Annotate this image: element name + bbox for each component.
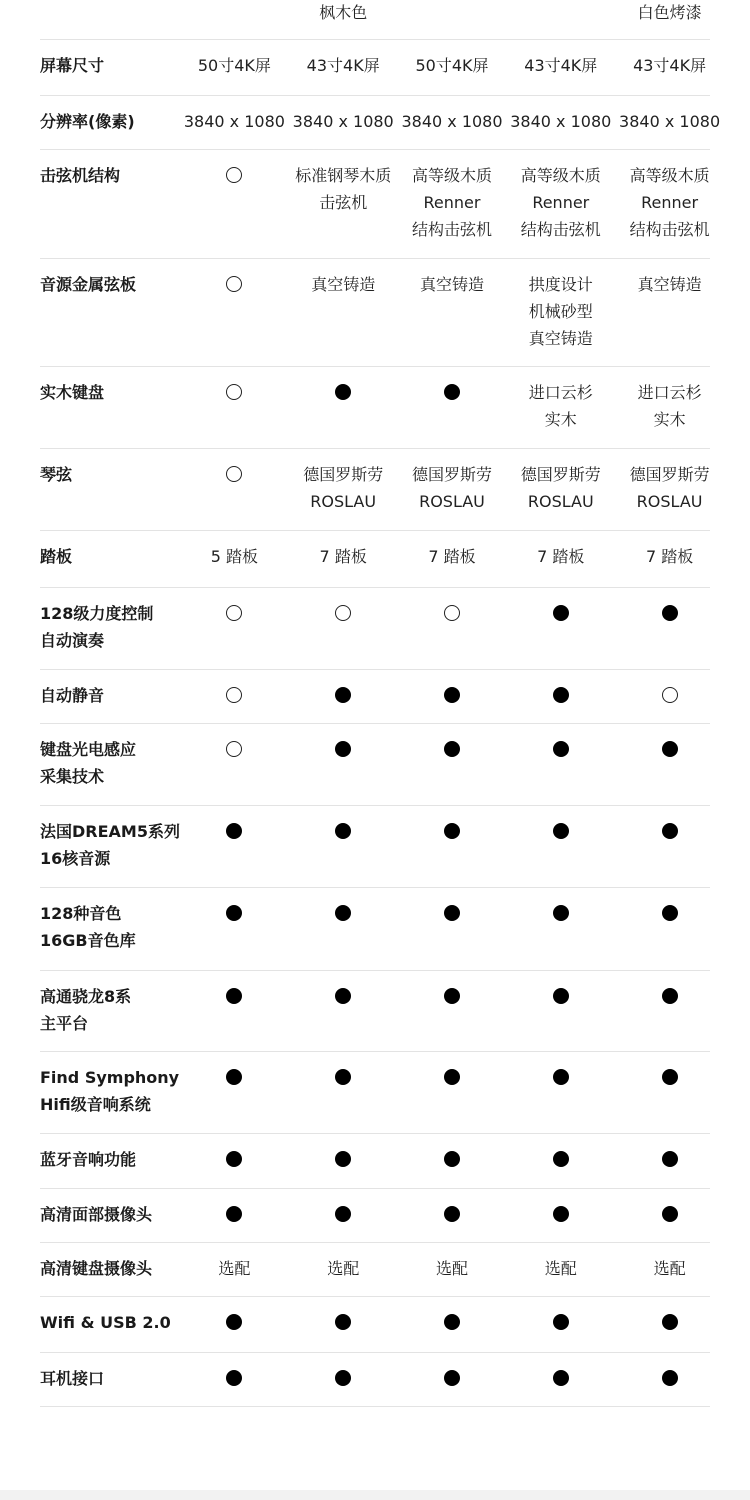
feature-included-dot bbox=[180, 818, 289, 845]
feature-excluded-circle bbox=[398, 600, 507, 627]
feature-included-dot bbox=[615, 983, 724, 1010]
filled-dot-icon bbox=[226, 988, 242, 1004]
feature-excluded-circle bbox=[180, 736, 289, 763]
feature-included-dot bbox=[615, 818, 724, 845]
spec-cell-value: 德国罗斯劳 ROSLAU bbox=[303, 465, 384, 511]
spec-cell-value: 3840 x 1080 bbox=[510, 112, 612, 131]
feature-included-dot bbox=[506, 736, 615, 763]
filled-dot-icon bbox=[553, 1314, 569, 1330]
spec-cell-value: 选配 bbox=[218, 1259, 251, 1278]
spec-cell-value: 真空铸造 bbox=[419, 275, 484, 294]
empty-circle-icon bbox=[226, 605, 242, 621]
feature-included-dot bbox=[289, 1309, 398, 1336]
filled-dot-icon bbox=[226, 1069, 242, 1085]
spec-cell-value: 7 踏板 bbox=[537, 547, 585, 566]
feature-included-dot bbox=[289, 1064, 398, 1091]
filled-dot-icon bbox=[444, 687, 460, 703]
filled-dot-icon bbox=[553, 687, 569, 703]
filled-dot-icon bbox=[444, 988, 460, 1004]
feature-included-dot bbox=[398, 682, 507, 709]
filled-dot-icon bbox=[662, 1206, 678, 1222]
spec-cell-value: 7 踏板 bbox=[645, 547, 694, 566]
empty-circle-icon bbox=[444, 605, 460, 621]
feature-included-dot bbox=[506, 1201, 615, 1228]
feature-included-dot bbox=[289, 983, 398, 1010]
filled-dot-icon bbox=[553, 1206, 569, 1222]
filled-dot-icon bbox=[444, 1206, 460, 1222]
spec-cell-value: 高等级木质 Renner 结构击弦机 bbox=[411, 166, 492, 239]
spec-cell-value: 标准钢琴木质 击弦机 bbox=[295, 166, 392, 212]
feature-included-dot bbox=[398, 1064, 507, 1091]
spec-row-label: 击弦机结构 bbox=[40, 166, 121, 185]
filled-dot-icon bbox=[662, 905, 678, 921]
filled-dot-icon bbox=[662, 988, 678, 1004]
spec-cell-value: 进口云杉 实木 bbox=[528, 383, 593, 429]
filled-dot-icon bbox=[335, 823, 351, 839]
filled-dot-icon bbox=[226, 823, 242, 839]
spec-row-label: 128级力度控制 自动演奏 bbox=[40, 604, 154, 650]
filled-dot-icon bbox=[553, 988, 569, 1004]
feature-included-dot bbox=[615, 1365, 724, 1392]
spec-row bbox=[40, 888, 710, 971]
feature-included-dot bbox=[289, 736, 398, 763]
feature-included-dot bbox=[615, 1064, 724, 1091]
spec-cell-value: 3840 x 1080 bbox=[401, 112, 503, 131]
filled-dot-icon bbox=[444, 1370, 460, 1386]
spec-row bbox=[40, 806, 710, 888]
empty-circle-icon bbox=[662, 687, 678, 703]
filled-dot-icon bbox=[662, 1069, 678, 1085]
filled-dot-icon bbox=[553, 905, 569, 921]
spec-cell-value: 拱度设计 机械砂型 真空铸造 bbox=[528, 275, 593, 348]
spec-cell-value: 选配 bbox=[435, 1259, 468, 1278]
spec-row-label: 高通骁龙8系 主平台 bbox=[40, 987, 132, 1033]
feature-included-dot bbox=[398, 900, 507, 927]
spec-cell-value: 43寸4K屏 bbox=[524, 56, 598, 75]
filled-dot-icon bbox=[444, 1069, 460, 1085]
feature-included-dot bbox=[506, 1365, 615, 1392]
filled-dot-icon bbox=[662, 605, 678, 621]
filled-dot-icon bbox=[662, 741, 678, 757]
spec-cell-value: 德国罗斯劳 ROSLAU bbox=[520, 465, 601, 511]
feature-included-dot bbox=[615, 1309, 724, 1336]
feature-included-dot bbox=[506, 682, 615, 709]
feature-excluded-circle bbox=[180, 682, 289, 709]
spec-row bbox=[40, 1297, 710, 1353]
filled-dot-icon bbox=[662, 1314, 678, 1330]
filled-dot-icon bbox=[553, 1370, 569, 1386]
feature-included-dot bbox=[615, 600, 724, 627]
feature-included-dot bbox=[506, 1146, 615, 1173]
spec-cell-value: 3840 x 1080 bbox=[619, 112, 721, 131]
empty-circle-icon bbox=[226, 741, 242, 757]
feature-excluded-circle bbox=[289, 600, 398, 627]
feature-included-dot bbox=[615, 900, 724, 927]
footer-band bbox=[0, 1490, 750, 1500]
filled-dot-icon bbox=[444, 1314, 460, 1330]
spec-row bbox=[40, 1353, 710, 1407]
spec-cell-value: 3840 x 1080 bbox=[183, 112, 285, 131]
feature-included-dot bbox=[398, 818, 507, 845]
feature-included-dot bbox=[180, 983, 289, 1010]
spec-row bbox=[40, 1052, 710, 1134]
filled-dot-icon bbox=[662, 823, 678, 839]
spec-row-label: Find Symphony Hifi级音响系统 bbox=[40, 1068, 180, 1114]
spec-row bbox=[40, 724, 710, 806]
feature-excluded-circle bbox=[615, 682, 724, 709]
spec-row-label: 琴弦 bbox=[40, 465, 73, 484]
spec-row-label: 键盘光电感应 采集技术 bbox=[40, 740, 137, 786]
feature-included-dot bbox=[398, 1309, 507, 1336]
spec-cell-value: 43寸4K屏 bbox=[306, 56, 380, 75]
filled-dot-icon bbox=[335, 384, 351, 400]
spec-cell-value: 50寸4K屏 bbox=[197, 56, 271, 75]
feature-included-dot bbox=[289, 818, 398, 845]
filled-dot-icon bbox=[444, 823, 460, 839]
filled-dot-icon bbox=[335, 905, 351, 921]
feature-included-dot bbox=[398, 1365, 507, 1392]
spec-row-label: 法国DREAM5系列 16核音源 bbox=[40, 822, 180, 868]
feature-included-dot bbox=[289, 682, 398, 709]
filled-dot-icon bbox=[226, 1151, 242, 1167]
spec-row-label: 蓝牙音响功能 bbox=[40, 1150, 137, 1169]
filled-dot-icon bbox=[335, 988, 351, 1004]
spec-row bbox=[40, 40, 710, 96]
feature-excluded-circle bbox=[180, 600, 289, 627]
spec-cell-value: 进口云杉 实木 bbox=[637, 383, 702, 429]
empty-circle-icon bbox=[226, 384, 242, 400]
spec-row-label: 实木键盘 bbox=[40, 383, 105, 402]
filled-dot-icon bbox=[226, 1206, 242, 1222]
spec-row bbox=[40, 670, 710, 724]
filled-dot-icon bbox=[335, 1370, 351, 1386]
empty-circle-icon bbox=[226, 466, 242, 482]
spec-row-label: 分辨率(像素) bbox=[40, 112, 135, 131]
spec-cell-value: 德国罗斯劳 ROSLAU bbox=[629, 465, 710, 511]
spec-cell-value: 选配 bbox=[653, 1259, 686, 1278]
feature-included-dot bbox=[180, 1309, 289, 1336]
spec-row bbox=[40, 1243, 710, 1297]
spec-row bbox=[40, 971, 710, 1052]
spec-cell-value: 白色烤漆 bbox=[637, 3, 702, 22]
spec-row bbox=[40, 367, 710, 449]
feature-included-dot bbox=[506, 983, 615, 1010]
feature-included-dot bbox=[180, 900, 289, 927]
empty-circle-icon bbox=[226, 167, 242, 183]
spec-row-label: 踏板 bbox=[40, 547, 73, 566]
filled-dot-icon bbox=[662, 1151, 678, 1167]
spec-row bbox=[40, 1189, 710, 1243]
spec-cell-value: 高等级木质 Renner 结构击弦机 bbox=[629, 166, 710, 239]
feature-included-dot bbox=[398, 379, 507, 406]
spec-cell-value: 枫木色 bbox=[319, 3, 368, 22]
spec-row bbox=[40, 96, 721, 150]
filled-dot-icon bbox=[444, 384, 460, 400]
feature-included-dot bbox=[289, 1365, 398, 1392]
filled-dot-icon bbox=[444, 741, 460, 757]
spec-row-label: 音源金属弦板 bbox=[40, 275, 137, 294]
spec-row bbox=[40, 588, 710, 670]
filled-dot-icon bbox=[444, 905, 460, 921]
spec-row-label: 自动静音 bbox=[40, 686, 105, 705]
filled-dot-icon bbox=[335, 1314, 351, 1330]
filled-dot-icon bbox=[226, 1370, 242, 1386]
feature-excluded-circle bbox=[180, 379, 289, 406]
spec-row bbox=[40, 259, 710, 367]
spec-row-label: 128种音色 16GB音色库 bbox=[40, 904, 136, 950]
empty-circle-icon bbox=[226, 687, 242, 703]
feature-included-dot bbox=[615, 736, 724, 763]
empty-circle-icon bbox=[335, 605, 351, 621]
feature-included-dot bbox=[180, 1201, 289, 1228]
spec-cell-value: 5 踏板 bbox=[210, 547, 259, 566]
filled-dot-icon bbox=[662, 1370, 678, 1386]
spec-cell-value: 3840 x 1080 bbox=[292, 112, 394, 131]
feature-excluded-circle bbox=[180, 461, 289, 488]
spec-row-label: Wifi & USB 2.0 bbox=[40, 1313, 171, 1332]
filled-dot-icon bbox=[226, 1314, 242, 1330]
feature-included-dot bbox=[289, 1146, 398, 1173]
spec-cell-value: 选配 bbox=[327, 1259, 360, 1278]
spec-cell-value: 50寸4K屏 bbox=[415, 56, 489, 75]
spec-cell-value: 7 踏板 bbox=[319, 547, 367, 566]
spec-row bbox=[40, 0, 710, 40]
feature-included-dot bbox=[398, 983, 507, 1010]
empty-circle-icon bbox=[226, 276, 242, 292]
spec-cell-value: 德国罗斯劳 ROSLAU bbox=[411, 465, 492, 511]
spec-cell-value: 选配 bbox=[544, 1259, 577, 1278]
feature-included-dot bbox=[506, 1309, 615, 1336]
feature-included-dot bbox=[180, 1365, 289, 1392]
spec-row-label: 屏幕尺寸 bbox=[40, 56, 105, 75]
spec-cell-value: 真空铸造 bbox=[637, 275, 702, 294]
feature-included-dot bbox=[398, 1201, 507, 1228]
filled-dot-icon bbox=[335, 1069, 351, 1085]
feature-included-dot bbox=[180, 1064, 289, 1091]
filled-dot-icon bbox=[335, 741, 351, 757]
filled-dot-icon bbox=[553, 605, 569, 621]
filled-dot-icon bbox=[226, 905, 242, 921]
filled-dot-icon bbox=[444, 1151, 460, 1167]
feature-excluded-circle bbox=[180, 271, 289, 298]
feature-included-dot bbox=[506, 900, 615, 927]
feature-included-dot bbox=[398, 736, 507, 763]
spec-row-label: 高清键盘摄像头 bbox=[40, 1259, 153, 1278]
feature-excluded-circle bbox=[180, 162, 289, 189]
feature-included-dot bbox=[289, 900, 398, 927]
feature-included-dot bbox=[615, 1201, 724, 1228]
spec-cell-value: 43寸4K屏 bbox=[633, 56, 707, 75]
spec-row bbox=[40, 449, 710, 531]
spec-cell-value: 真空铸造 bbox=[311, 275, 376, 294]
filled-dot-icon bbox=[553, 741, 569, 757]
filled-dot-icon bbox=[335, 1206, 351, 1222]
spec-cell-value: 高等级木质 Renner 结构击弦机 bbox=[520, 166, 601, 239]
filled-dot-icon bbox=[553, 1069, 569, 1085]
feature-included-dot bbox=[180, 1146, 289, 1173]
feature-included-dot bbox=[398, 1146, 507, 1173]
spec-row bbox=[40, 1134, 710, 1189]
spec-row-label: 高清面部摄像头 bbox=[40, 1205, 153, 1224]
filled-dot-icon bbox=[335, 687, 351, 703]
filled-dot-icon bbox=[553, 823, 569, 839]
feature-included-dot bbox=[506, 818, 615, 845]
feature-included-dot bbox=[289, 379, 398, 406]
feature-included-dot bbox=[506, 1064, 615, 1091]
filled-dot-icon bbox=[553, 1151, 569, 1167]
feature-included-dot bbox=[506, 600, 615, 627]
feature-included-dot bbox=[289, 1201, 398, 1228]
spec-row bbox=[40, 531, 710, 588]
spec-cell-value: 7 踏板 bbox=[428, 547, 476, 566]
spec-row-label: 耳机接口 bbox=[40, 1369, 105, 1388]
filled-dot-icon bbox=[335, 1151, 351, 1167]
feature-included-dot bbox=[615, 1146, 724, 1173]
spec-row bbox=[40, 150, 710, 259]
